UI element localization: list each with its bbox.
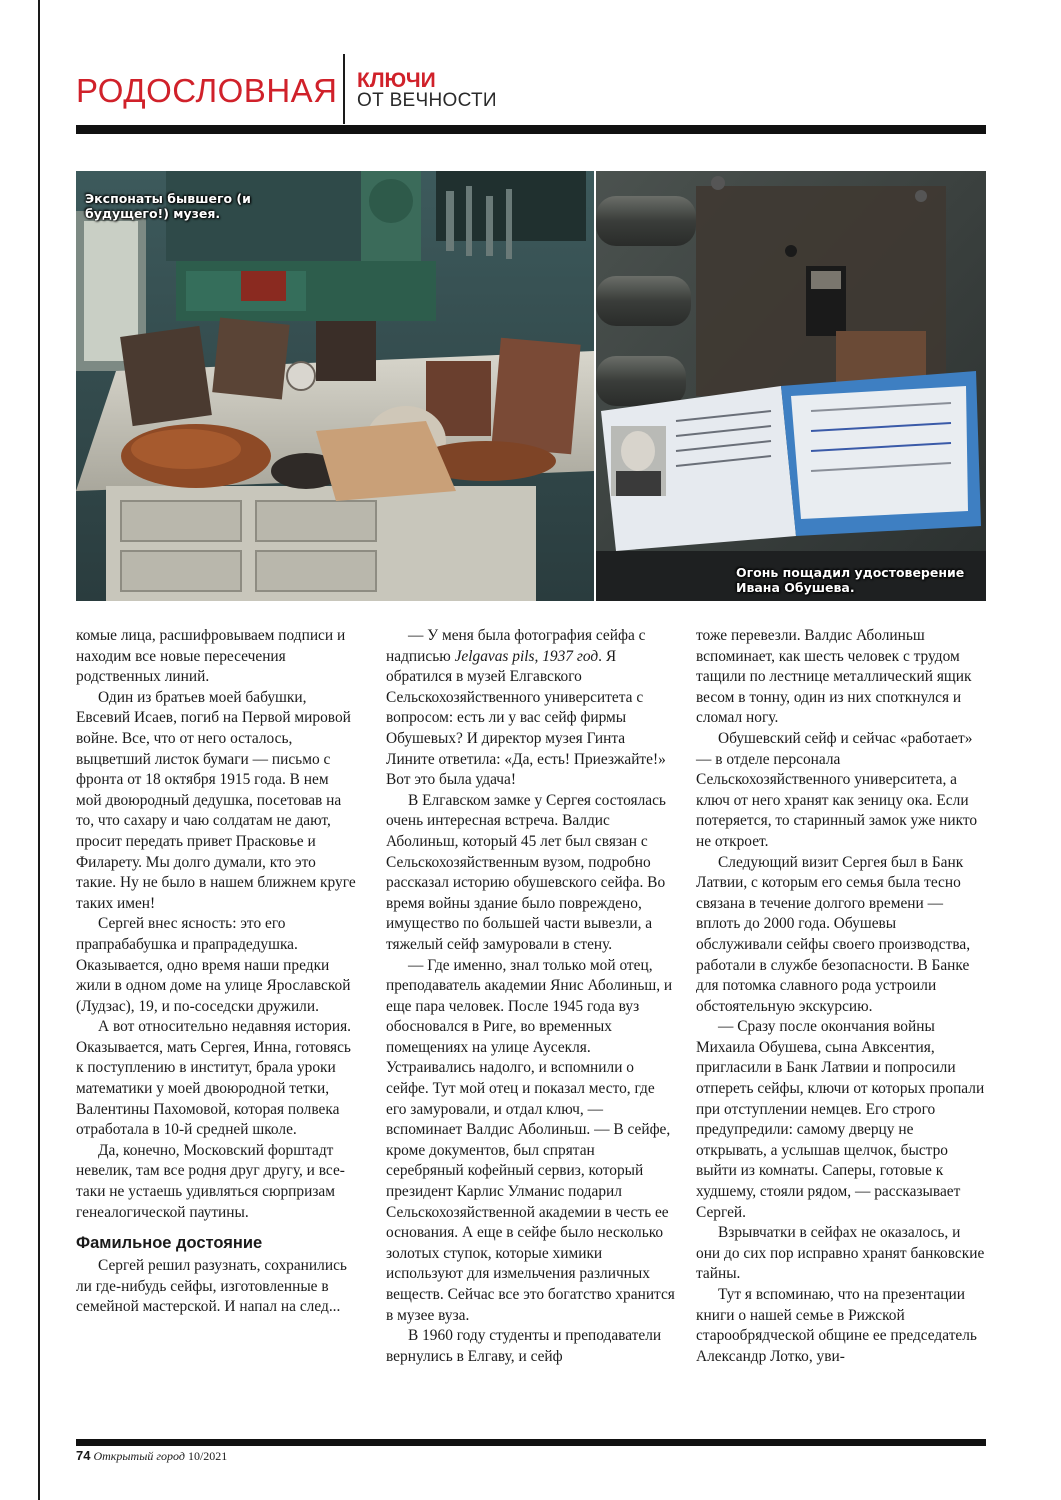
- paragraph: — Где именно, знал только мой отец, преподаватель академии Янис Аболиньш, и еще пара человек. После 1945 года вуз обосновался в Риге, во временных помещениях на улице Аусекля. Устраивались надолго, и вспомнили о сейфе. Тут мой отец и показал место, где его замуровали, и отдал ключ, — вспоминает Валдис Аболиньш. — В сейфе, кроме документов, был спрятан серебряный кофейный сервиз, который президент Карлис Улманис подарил Сельскохозяйственной академии в честь ее основания. А еще в сейфе было несколько золотых ступок, которые химики используют для измельчения различных веществ. Сейчас все это богатство хранится в музее вуза.: [386, 956, 675, 1324]
- paragraph: тоже перевезли. Валдис Аболиньш вспоминает, как шесть человек с трудом тащили по лестнице металлический ящик весом в тонну, один из них споткнулся и сломал ногу.: [696, 627, 972, 727]
- page-footer: [76, 1449, 227, 1463]
- issue-number: 10/2021: [187, 1449, 228, 1463]
- paragraph: комые лица, расшифровываем подписи и находим все новые пересечения родственных линий.: [76, 627, 346, 686]
- headline-subtitle: ОТ ВЕЧНОСТИ: [357, 90, 497, 111]
- photo-caption-right: Огонь пощадил удостоверение Ивана Обушева.: [736, 565, 965, 595]
- quote-text: — У меня была фотография сейфа с надписью: [386, 627, 646, 665]
- page-number: 74: [76, 1448, 91, 1463]
- paragraph: Взрывчатки в сейфах не оказалось, и они до сих пор исправно хранят банковские тайны.: [696, 1224, 985, 1283]
- article-column-1: [76, 626, 356, 1318]
- section-label: РОДОСЛОВНАЯ: [76, 72, 338, 109]
- header-divider: [343, 54, 345, 124]
- quote-text: . Я обратился в музей Елгавского Сельскохозяйственного университета с вопросом: есть ли у вас сейф фирмы Обушевых? И директор музея Гинта Лините ответила: «Да, есть! Приезжайте!» Вот это была удача!: [386, 647, 666, 789]
- headline-kicker: КЛЮЧИ: [357, 69, 436, 92]
- photo-caption-left: Экспонаты бывшего (и будущего!) музея.: [85, 191, 251, 221]
- museum-exhibits-illustration: [76, 171, 594, 601]
- paragraph: В 1960 году студенты и преподаватели вернулись в Елгаву, и сейф: [386, 1327, 662, 1365]
- article-column-3: [696, 626, 986, 1367]
- paragraph: — Сразу после окончания войны Михаила Обушева, сына Авксентия, пригласили в Банк Латвии и попросили отпереть сейфы, ключи от которых пропали при отступлении немцев. Его строго предупредили: самому дверцу не открывать, а услышав щелчок, быстро выйти из комнаты. Саперы, готовые к худшему, стояли рядом, — рассказывает Сергей.: [696, 1018, 985, 1221]
- paragraph: А вот относительно недавняя история. Оказывается, мать Сергея, Инна, готовясь к поступлению в институт, брала уроки математики у моей двоюродной тетки, Валентины Пахомовой, которая полвека отработала в 10-й средней школе.: [76, 1018, 352, 1139]
- paragraph: [386, 626, 676, 791]
- certificate-photo: [596, 171, 986, 601]
- paragraph: Сергей внес ясность: это его прапрабабушка и прапрадедушка. Оказывается, одно время наши предки жили в одном доме на улице Ярославской (Лудзас), 19, и по-соседски дружили.: [76, 915, 351, 1015]
- paragraph: Да, конечно, Московский форштадт невелик, там все родня друг другу, и все-таки не устаешь удивляться сюрпризам генеалогической паутины.: [76, 1141, 345, 1221]
- paragraph: В Елгавском замке у Сергея состоялась очень интересная встреча. Валдис Аболиньш, который 45 лет был связан с Сельскохозяйственным вузом, подробно рассказал историю обушевского сейфа. Во время войны здание было повреждено, имущество по большей части вывезли, а тяжелый сейф замуровали в стену.: [386, 791, 666, 953]
- paragraph: Обушевский сейф и сейчас «работает» — в отделе персонала Сельскохозяйственного университета, а ключ от него хранят как зеницу ока. Если потеряется, то старинный замок уже никто не откроет.: [696, 729, 978, 850]
- paragraph: Сергей решил разузнать, сохранились ли где-нибудь сейфы, изготовленные в семейной мастерской. И напал на след...: [76, 1257, 347, 1316]
- museum-exhibits-photo: [76, 171, 594, 601]
- paragraph: Тут я вспоминаю, что на презентации книги о нашей семье в Рижской старообрядческой общине ее председатель Александр Лотко, уви-: [696, 1286, 977, 1365]
- subheading: Фамильное достояние: [76, 1234, 263, 1253]
- magazine-name: Открытый город: [93, 1449, 185, 1463]
- footer-rule: [76, 1439, 986, 1446]
- article-column-2: [386, 626, 676, 1367]
- paragraph: Следующий визит Сергея был в Банк Латвии, с которым его семья была тесно связана в течение долгого времени — вплоть до 2000 года. Обушевы обслуживали сейфы своего производства, работали в службе безопасности. В Банке для потомка славного рода устроили обстоятельную экскурсию.: [696, 853, 971, 1015]
- inscription-text: Jelgavas pils, 1937 год: [454, 647, 599, 665]
- paragraph: Один из братьев моей бабушки, Евсевий Исаев, погиб на Первой мировой войне. Все, что от него осталось, выцветший листок бумаги — письмо с фронта от 18 октября 1915 года. В нем мой двоюродный дедушка, посетовав на то, что сахару и чаю солдатам не дают, просит передать привет Прасковье и Филарету. Мы долго думали, кто это такие. Ну не было в нашем ближнем круге таких имен!: [76, 688, 356, 912]
- header-rule: [76, 125, 986, 134]
- safe-lock-and-certificate-illustration: [596, 171, 986, 601]
- binding-rule: [38, 0, 40, 1500]
